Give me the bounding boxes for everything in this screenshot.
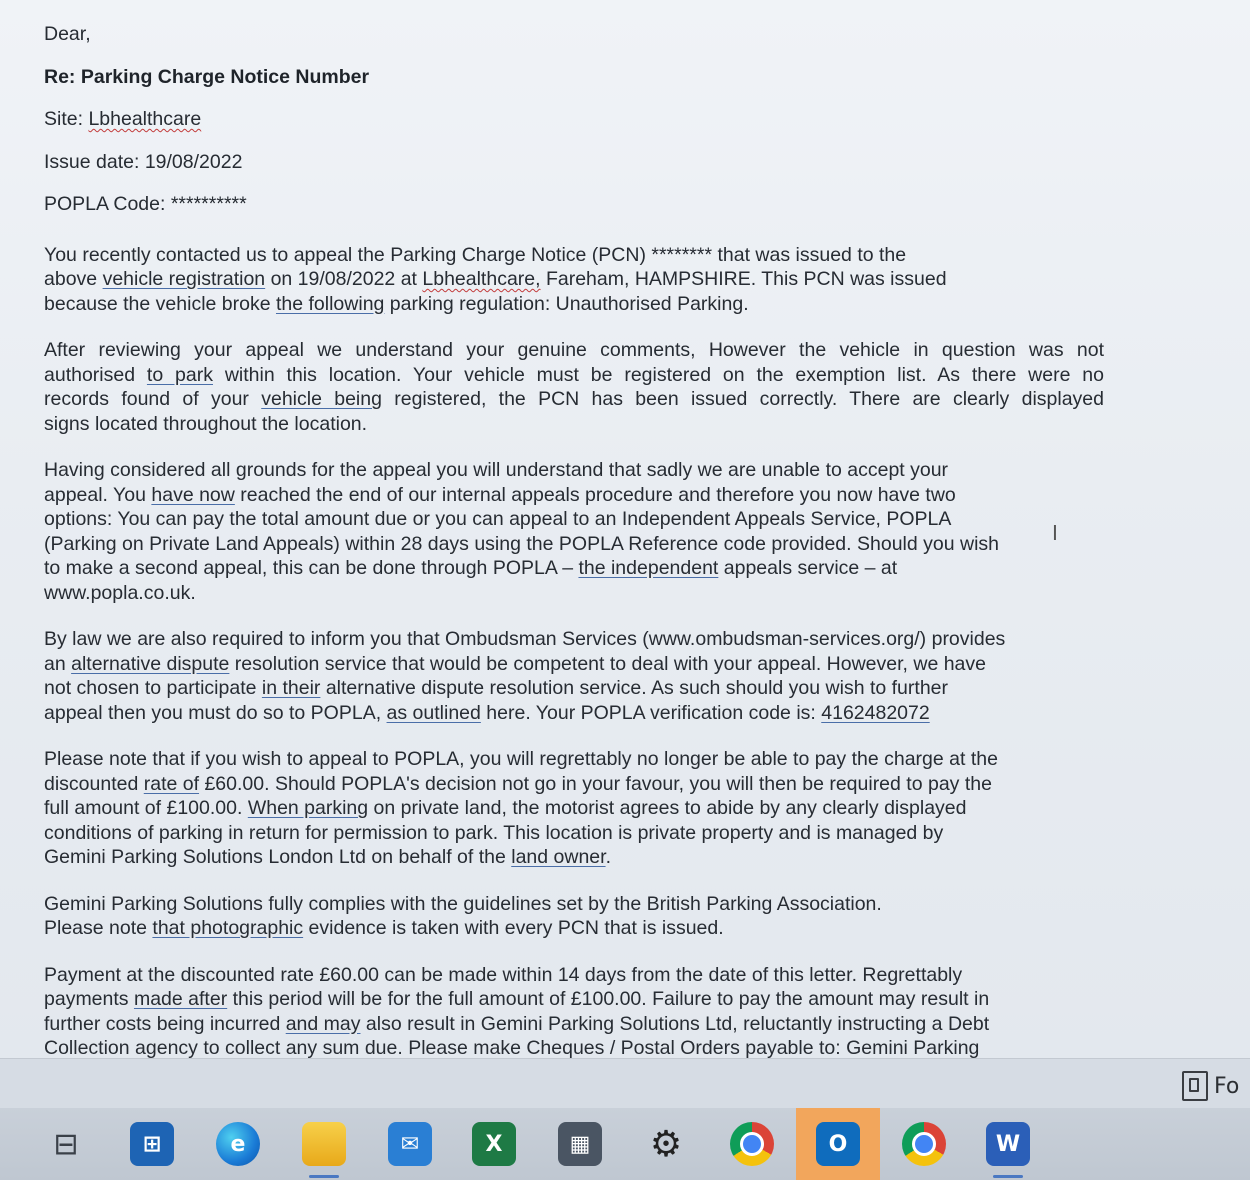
outlook-button[interactable] — [796, 1108, 880, 1180]
file-explorer-button[interactable] — [282, 1108, 366, 1180]
chrome-icon — [730, 1122, 774, 1166]
salutation: Dear, — [44, 23, 91, 45]
text-line: authorised to park within this location. Your vehicle must be registered on the exemption list. As there were no — [44, 363, 1104, 386]
issue-date: Issue date: 19/08/2022 — [44, 150, 243, 173]
paragraph-bpa — [44, 892, 1104, 941]
microsoft-store-icon: ⊞ — [130, 1122, 174, 1166]
text-line: further costs being incurred and may also result in Gemini Parking Solutions Ltd, reluctantly instructing a Debt — [44, 1012, 990, 1035]
text-line: an alternative dispute resolution service that would be competent to deal with your appeal. However, we have — [44, 652, 986, 675]
text-line: full amount of £100.00. When parking on private land, the motorist agrees to abide by any clearly displayed — [44, 797, 967, 819]
popla-code-line: POPLA Code: ********** — [44, 193, 247, 215]
text-line: discounted rate of £60.00. Should POPLA's decision not go in your favour, you will then be required to pay the — [44, 772, 992, 795]
text-line: You recently contacted us to appeal the Parking Charge Notice (PCN) ******** that was issued to the — [44, 243, 907, 266]
focus-mode-button[interactable] — [1182, 1069, 1239, 1103]
text-line: signs located throughout the location. — [44, 412, 368, 435]
text-line: Gemini Parking Solutions fully complies with the guidelines set by the British Parking Association. — [44, 892, 882, 915]
outlook-icon: O — [816, 1122, 860, 1166]
letter-body — [44, 22, 1104, 1058]
popla-website: www.popla.co.uk. — [44, 581, 196, 604]
task-view-button[interactable] — [24, 1108, 108, 1180]
word-icon: W — [986, 1122, 1030, 1166]
subject-line: Re: Parking Charge Notice Number — [44, 65, 370, 88]
text-line: By law we are also required to inform you that Ombudsman Services (www.ombudsman-services.org/) provides — [44, 628, 1006, 650]
verification-code: 4162482072 — [821, 701, 930, 724]
paragraph-review — [44, 338, 1104, 436]
site-line — [44, 107, 1104, 132]
edge-icon: e — [216, 1122, 260, 1166]
paragraph-ombudsman — [44, 627, 1104, 725]
settings-gear-icon: ⚙ — [649, 1123, 683, 1165]
text-line: Payment at the discounted rate £60.00 can be made within 14 days from the date of this letter. Regrettably — [44, 963, 963, 986]
text-line: above vehicle registration on 19/08/2022 at Lbhealthcare, Fareham, HAMPSHIRE. This PCN was issued — [44, 268, 947, 290]
paragraph-options — [44, 458, 1104, 605]
chrome-profile-button[interactable] — [882, 1108, 966, 1180]
mail-button[interactable] — [368, 1108, 452, 1180]
text-line: Please note that if you wish to appeal to POPLA, you will regrettably no longer be able to pay the charge at the — [44, 748, 998, 770]
text-line: options: You can pay the total amount due or you can appeal to an Independent Appeals Service, POPLA — [44, 508, 952, 530]
focus-label: Fo — [1214, 1073, 1240, 1099]
text-line: After reviewing your appeal we understand your genuine comments, However the vehicle in question was not — [44, 339, 1104, 361]
text-line: Having considered all grounds for the appeal you will understand that sadly we are unable to accept your — [44, 459, 949, 481]
text-line: appeal. You have now reached the end of our internal appeals procedure and therefore you now have two — [44, 483, 956, 506]
site-label: Site: — [44, 108, 89, 130]
calculator-button[interactable] — [538, 1108, 622, 1180]
text-line: not chosen to participate in their alternative dispute resolution service. As such should you wish to further — [44, 677, 949, 699]
text-line: payments made after this period will be for the full amount of £100.00. Failure to pay the amount may result in — [44, 988, 990, 1010]
excel-button[interactable] — [452, 1108, 536, 1180]
edge-button[interactable] — [196, 1108, 280, 1180]
paragraph-appeal-intro — [44, 243, 1104, 317]
calculator-icon: ▦ — [558, 1122, 602, 1166]
text-line: Gemini Parking Solutions London Ltd on behalf of the land owner. — [44, 846, 611, 868]
text-line: Please note that photographic evidence is taken with every PCN that is issued. — [44, 917, 724, 939]
running-indicator — [309, 1175, 339, 1178]
text-cursor-icon: I — [1052, 521, 1058, 545]
text-line: (Parking on Private Land Appeals) within 28 days using the POPLA Reference code provided. Should you wish — [44, 532, 999, 555]
mail-icon: ✉ — [388, 1122, 432, 1166]
excel-icon: X — [472, 1122, 516, 1166]
file-explorer-icon — [302, 1122, 346, 1166]
chrome-button[interactable] — [710, 1108, 794, 1180]
paragraph-discount — [44, 747, 1104, 870]
text-line: appeal then you must do so to POPLA, as outlined here. Your POPLA verification code is: 4162482072 — [44, 701, 930, 724]
site-value: Lbhealthcare — [88, 108, 202, 130]
status-bar — [0, 1058, 1250, 1109]
text-line: records found of your vehicle being registered, the PCN has been issued correctly. There are clearly displayed — [44, 388, 1104, 410]
running-indicator — [993, 1175, 1023, 1178]
settings-button[interactable] — [624, 1108, 708, 1180]
paragraph-payment — [44, 963, 1104, 1059]
chrome-profile-icon — [902, 1122, 946, 1166]
text-line: to make a second appeal, this can be done through POPLA – the independent appeals service – at — [44, 557, 898, 579]
taskbar — [0, 1108, 1250, 1180]
focus-icon — [1182, 1071, 1208, 1101]
word-button[interactable] — [966, 1108, 1050, 1180]
store-button[interactable] — [110, 1108, 194, 1180]
text-line: because the vehicle broke the following parking regulation: Unauthorised Parking. — [44, 292, 749, 315]
task-view-icon: ⊟ — [53, 1126, 79, 1162]
text-line: Collection agency to collect any sum due. Please make Cheques / Postal Orders payable to: Gemini Parking — [44, 1037, 980, 1058]
text-line: conditions of parking in return for permission to park. This location is private property and is managed by — [44, 821, 944, 844]
